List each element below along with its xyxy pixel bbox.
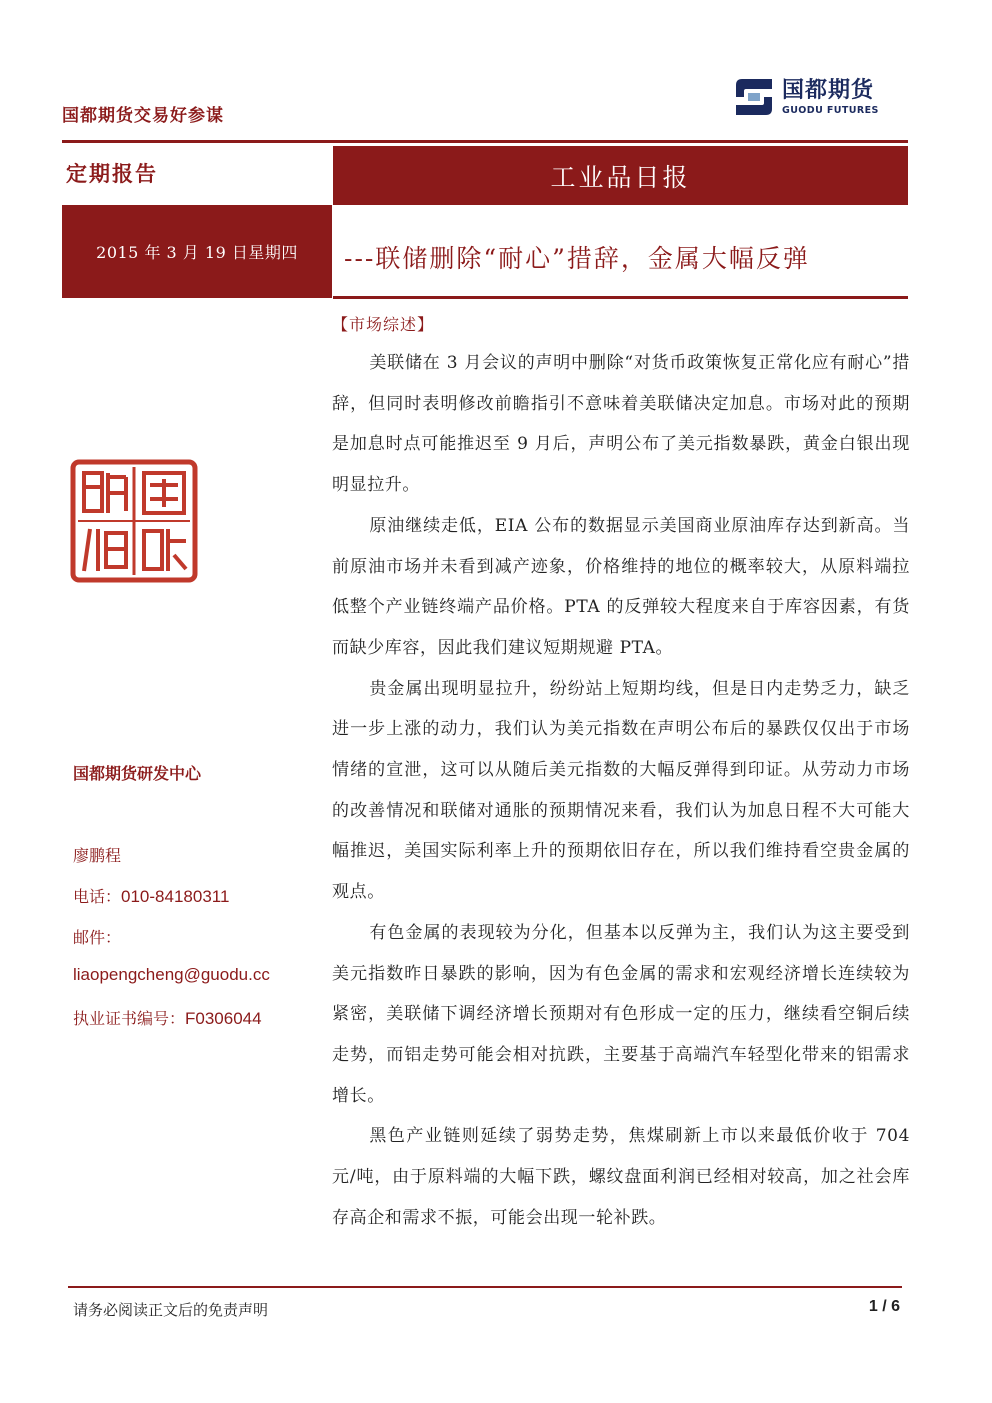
subtitle-rule: [333, 296, 908, 299]
paragraph-oil: 原油继续走低，EIA 公布的数据显示美国商业原油库存达到新高。当前原油市场并未看到减产迹象，价格维持的地位的概率较大，从原料端拉低整个产业链终端产品价格。PTA 的反弹较大程度来自于库容因素，有货而缺少库容，因此我们建议短期规避 PTA。: [332, 515, 910, 658]
company-logo: [732, 74, 908, 120]
phone-number: 010-84180311: [121, 887, 230, 906]
paragraph-ferrous: 黑色产业链则延续了弱势走势，焦煤刷新上市以来最低价收于 704 元/吨，由于原料端的大幅下跌，螺纹盘面利润已经相对较高，加之社会库存高企和需求不振，可能会出现一轮补跌。: [332, 1126, 910, 1228]
report-title: 工业品日报: [550, 162, 691, 192]
disclaimer-text: 请务必阅读正文后的免责声明: [73, 1301, 269, 1319]
phone-label: 电话：: [73, 887, 122, 906]
title-banner: [333, 146, 908, 205]
certificate-number: F0306044: [185, 1009, 262, 1028]
section-title: 【市场综述】: [332, 315, 435, 334]
report-date: 2015 年 3 月 19 日星期四: [96, 243, 298, 262]
page-number: 1 / 6: [868, 1298, 900, 1315]
footer-rule: [68, 1286, 902, 1288]
email-line: [73, 965, 270, 985]
email-address[interactable]: liaopengcheng@guodu.cc: [73, 965, 270, 984]
paragraph-fed: 美联储在 3 月会议的声明中删除“对货币政策恢复正常化应有耐心”措辞，但同时表明修改前瞻指引不意味着美联储决定加息。市场对此的预期是加息时点可能推迟至 9 月后，声明公布了美元指数暴跌，黄金白银出现明显拉升。: [332, 353, 910, 496]
email-label: 邮件：: [73, 928, 122, 947]
guodu-logo-icon: [732, 77, 776, 117]
logo-english-name: GUODU FUTURES: [782, 104, 879, 116]
paragraph-precious-metals: 贵金属出现明显拉升，纷纷站上短期均线，但是日内走势乏力，缺乏进一步上涨的动力，我们认为美元指数在声明公布后的暴跌仅仅出于市场情绪的宣泄，这可以从随后美元指数的大幅反弹得到印证。从劳动力市场的改善情况和联储对通胀的预期情况来看，我们认为加息日程不大可能大幅推迟，美国实际利率上升的预期依旧存在，所以我们维持看空贵金属的观点。: [332, 678, 910, 903]
logo-chinese-name: 国都期货: [782, 77, 875, 103]
analyst-name: 廖鹏程: [73, 846, 122, 865]
certificate-label: 执业证书编号：: [73, 1009, 186, 1028]
date-banner: [62, 205, 332, 298]
article-body: [332, 343, 910, 1238]
report-subtitle: ---联储删除“耐心”措辞，金属大幅反弹: [344, 244, 810, 273]
paragraph-base-metals: 有色金属的表现较为分化，但基本以反弹为主，我们认为这主要受到美元指数昨日暴跌的影响，因为有色金属的需求和宏观经济增长连续较为紧密，美联储下调经济增长预期对有色形成一定的压力，继续看空铜后续走势，而铝走势可能会相对抗跌，主要基于高端汽车轻型化带来的铝需求增长。: [332, 922, 910, 1106]
phone-line: [73, 884, 229, 907]
research-center: 国都期货研发中心: [73, 764, 202, 783]
slogan: 国都期货交易好参谋: [62, 106, 224, 126]
certificate-line: [73, 1006, 262, 1029]
report-type: 定期报告: [66, 161, 158, 186]
company-seal-icon: [70, 459, 198, 583]
header-rule: [62, 140, 908, 143]
